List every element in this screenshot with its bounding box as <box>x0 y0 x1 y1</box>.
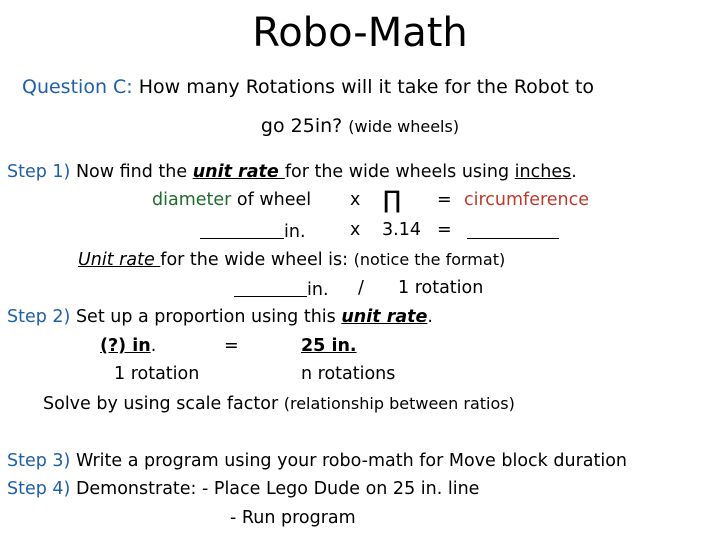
rate-line <box>234 278 329 300</box>
step2-text-1: Set up a proportion using this <box>70 307 342 327</box>
question-line-2 <box>0 115 720 137</box>
rate-rotation: 1 rotation <box>398 278 484 298</box>
step2-unit-rate: unit rate <box>341 307 428 327</box>
step1-unit-rate: unit rate <box>192 162 285 182</box>
formula-circumference: circumference <box>464 190 590 210</box>
formula-line <box>152 190 311 210</box>
proportion-right-top-wrap <box>279 336 379 356</box>
step3-text: Write a program using your robo-math for Move block duration <box>70 451 628 471</box>
proportion-left-top <box>78 336 156 356</box>
question-line-1 <box>22 76 594 98</box>
proportion-right-bottom: n rotations <box>301 364 396 384</box>
formula2-line <box>200 220 306 242</box>
formula2-equals: = <box>437 220 452 240</box>
proportion-right-top: 25 in. <box>301 336 357 356</box>
step4-line <box>7 479 479 499</box>
rate-in: in. <box>307 279 329 300</box>
step4-text: Demonstrate: - Place Lego Dude on 25 in. line <box>70 479 480 499</box>
formula-diameter: diameter <box>152 190 232 210</box>
step2-text-2: . <box>427 307 433 327</box>
formula2-times: x <box>350 220 361 240</box>
step4-text-2: - Run program <box>230 508 356 528</box>
step2-label: Step 2) <box>7 307 71 327</box>
question-label: Question C: <box>22 76 133 98</box>
step3-label: Step 3) <box>7 451 71 471</box>
step3-line <box>7 451 627 471</box>
question-text-2: go 25in? <box>260 115 343 137</box>
formula-of-wheel: of wheel <box>231 190 312 210</box>
step1-text-1: Now find the <box>70 162 193 182</box>
formula-equals: = <box>437 190 452 210</box>
step2-line <box>7 307 433 327</box>
pi-symbol: ∏ <box>383 186 402 214</box>
step4-label: Step 4) <box>7 479 71 499</box>
proportion-equals: = <box>224 336 239 356</box>
rate-slash: / <box>358 278 364 298</box>
circumference-blank <box>467 238 559 239</box>
solve-note: (relationship between ratios) <box>283 394 515 413</box>
proportion-left-bottom: 1 rotation <box>114 364 200 384</box>
page-title: Robo-Math <box>252 10 468 56</box>
unit-rate-line <box>78 250 505 270</box>
unit-rate-text: for the wide wheel is: <box>160 250 354 270</box>
step1-inches: inches <box>514 162 572 182</box>
formula2-value: 3.14 <box>382 220 421 240</box>
proportion-left-top-value: (?) in <box>100 336 151 356</box>
step1-label: Step 1) <box>7 162 71 182</box>
unit-rate-label: Unit rate <box>78 250 161 270</box>
solve-line <box>43 394 515 414</box>
formula2-in: in. <box>284 221 306 242</box>
diameter-blank <box>200 220 284 239</box>
question-text: How many Rotations will it take for the Robot to <box>132 76 595 98</box>
solve-text: Solve by using scale factor <box>43 394 284 414</box>
step1-text-3: . <box>571 162 577 182</box>
step1-line <box>7 162 577 182</box>
rate-blank <box>234 278 307 297</box>
proportion-left-top-dot: . <box>150 336 157 356</box>
unit-rate-note: (notice the format) <box>353 250 506 269</box>
question-note: (wide wheels) <box>348 117 460 136</box>
step1-text-2: for the wide wheels using <box>284 162 515 182</box>
formula-times: x <box>350 190 361 210</box>
